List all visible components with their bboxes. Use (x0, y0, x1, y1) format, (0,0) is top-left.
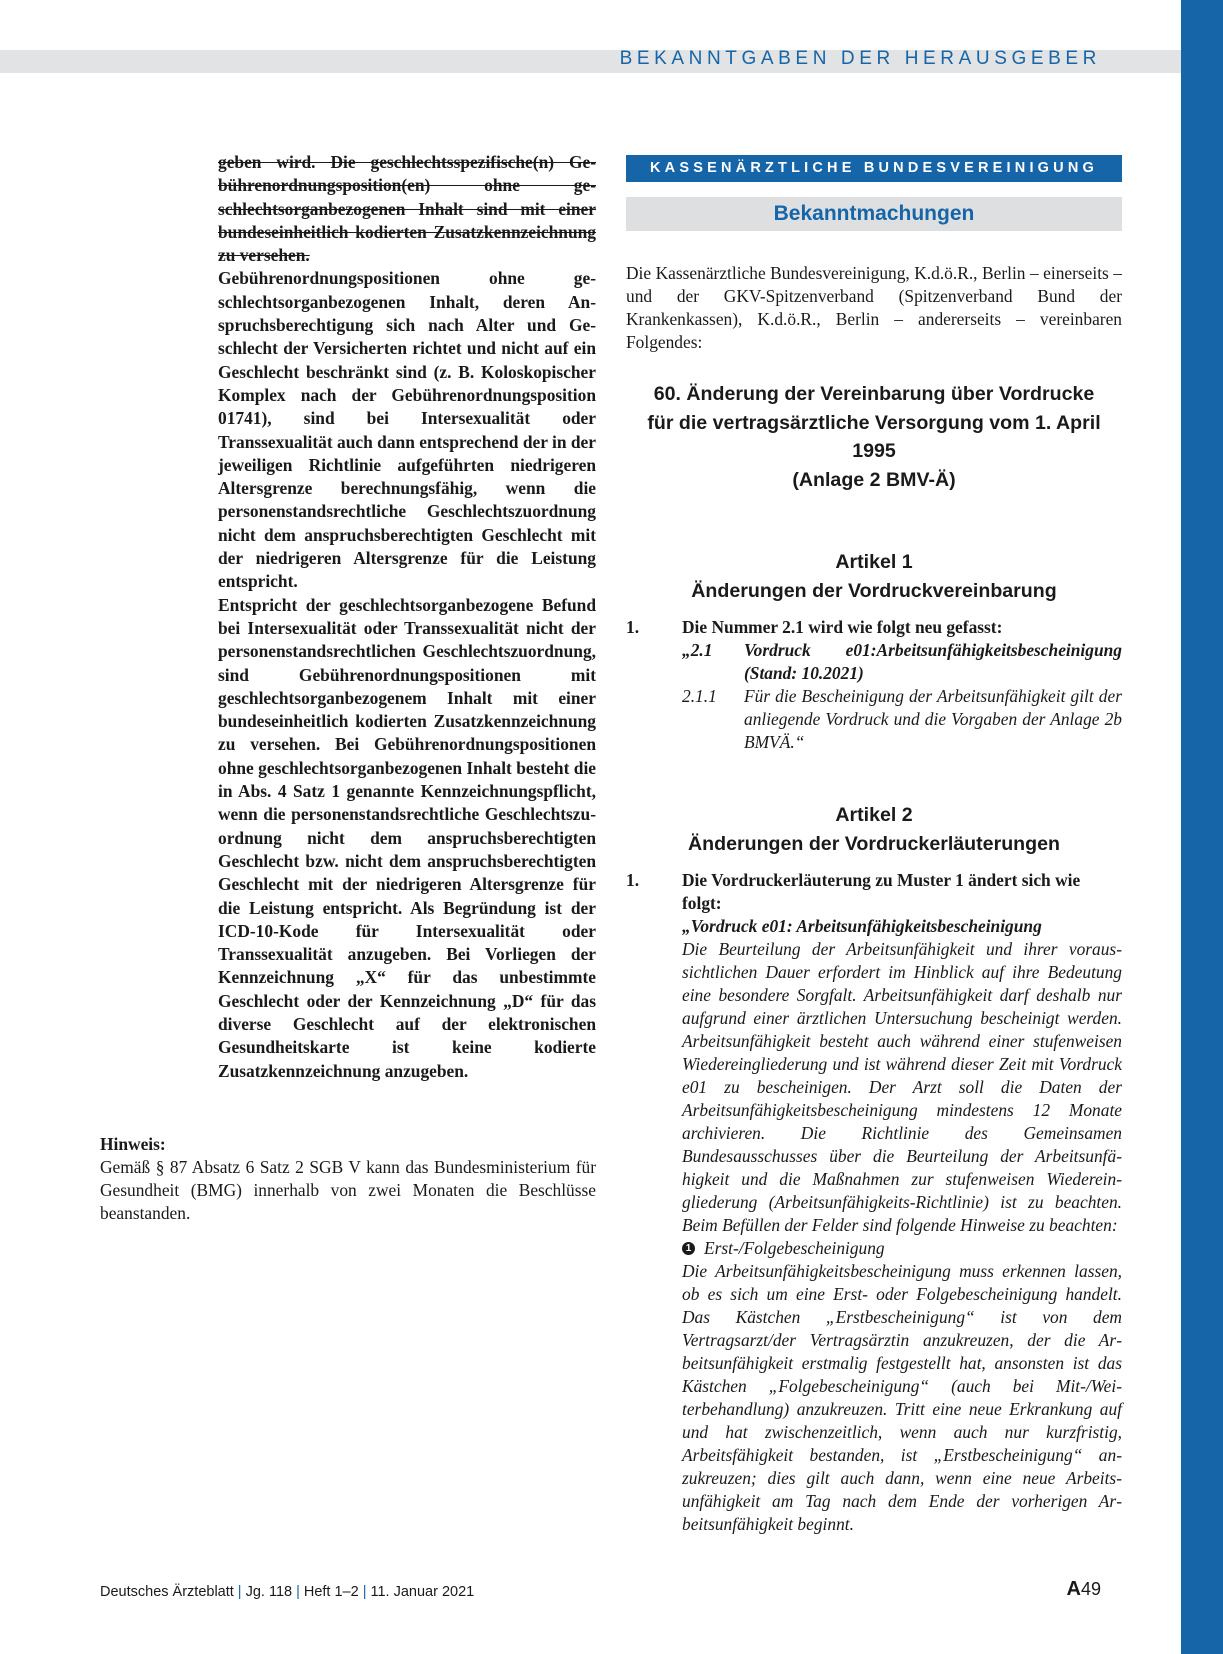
main-heading (626, 380, 1122, 494)
page-number-value: 49 (1080, 1579, 1101, 1599)
article2-item-text: Die Vordruckerläuterung zu Muster 1 ändert sich wie folgt: (682, 870, 1081, 913)
number-1-icon: 1 (682, 1242, 695, 1255)
main-heading-line2: für die vertragsärztliche Versorgung vom 1. April 1995 (647, 411, 1101, 462)
separator: | (237, 1584, 242, 1600)
note-body: Gemäß § 87 Absatz 6 Satz 2 SGB V kann das Bundesministerium für Gesundheit (BMG) innerhalb von zwei Monaten die Beschlüsse beanstanden. (100, 1157, 596, 1223)
right-column (626, 155, 1122, 1536)
article1-heading (626, 548, 1122, 605)
form-title: „Vordruck e01: Arbeitsunfähigkeitsbescheinigung (682, 916, 1042, 936)
note-title: Hinweis: (100, 1134, 166, 1154)
field-1-explanation: Die Arbeitsunfähigkeitsbescheinigung muss erkennen lassen, ob es sich um eine Erst- oder Folgebescheinigung handelt. Das Kästchen „Erstbescheinigung“ ist von dem Vertragsarzt/der Vertragsärztin anzukreuzen, der die Arbeitsunfähigkeit erstmalig festgestellt hat, ansonsten ist das Kästchen „Folgebescheinigung“ (auch bei Mit-/Weiterbehandlung) anzukreuzen. Tritt eine neue Erkrankung auf und hat zwischenzeitlich, wenn auch nur kurzfristig, Arbeitsfähigkeit bestanden, ist „Erstbescheinigung“ anzukreuzen; dies gilt auch dann, wenn eine neue Arbeitsunfähigkeit am Tag nach dem Ende der vorherigen Arbeitsunfähigkeit beginnt. (682, 1261, 1122, 1534)
page-number (1067, 1578, 1101, 1601)
note-block (100, 1133, 596, 1225)
field-1-heading (682, 1237, 1122, 1260)
journal-name: Deutsches Ärzteblatt (100, 1584, 234, 1600)
footer-citation (100, 1584, 474, 1600)
article1-item-number: 1. (626, 617, 640, 637)
paragraph-age-limit: Gebührenordnungspositionen ohne geschlechtsorganbezogenen Inhalt, deren Anspruchsberechtigung sich nach Alter und Geschlecht der Versicherten richtet und nicht auf ein Geschlecht beschränkt sind (z. B. Koloskopischer Komplex nach der Gebührenordnungsposition 01741), sind bei Intersexualität oder Transsexualität auch dann entsprechend der in der jeweiligen Richtlinie aufgeführten niedrigeren Altersgrenze berechnungsfähig, wenn die personenstandsrechtliche Geschlechtszuordnung nicht dem anspruchsberechtigten Geschlecht mit der niedrigeren Altersgrenze für die Leistung entspricht. (218, 268, 596, 592)
sub-text: Vordruck e01:Arbeitsunfähigkeitsbescheinigung (Stand: 10.2021) (744, 640, 1122, 683)
main-heading-line3: (Anlage 2 BMV-Ä) (792, 468, 956, 491)
separator: | (362, 1584, 367, 1600)
issue: Heft 1–2 (303, 1584, 359, 1600)
issue-date: 11. Januar 2021 (370, 1584, 475, 1600)
main-heading-line1: 60. Änderung der Vereinbarung über Vordrucke (653, 383, 1095, 405)
separator: | (296, 1584, 300, 1600)
article1-sub-2-1 (682, 639, 1122, 685)
field-1-label: Erst-/Folgebescheinigung (704, 1238, 885, 1258)
article1-sub-2-1-1 (682, 685, 1122, 754)
article2-item (626, 869, 1122, 1536)
article1-subtitle: Änderungen der Vordruckvereinbarung (691, 579, 1057, 602)
form-explanation: Die Beurteilung der Arbeitsunfähigkeit und ihrer voraussichtlichen Dauer erfordert im Hinblick auf ihre Bedeutung eine besondere Sorgfalt. Arbeitsunfähigkeit darf deshalb nur aufgrund einer ärztlichen Untersuchung bescheinigt werden. Arbeitsunfähigkeit besteht auch während einer stufenweisen Wiedereingliederung und ist während dieser Zeit mit Vordruck e01 zu bescheinigen. Der Arzt soll die Daten der Arbeitsunfähigkeitsbescheinigung mindestens 12 Monate archivieren. Die Richtlinie des Gemeinsamen Bundesausschusses über die Beurteilung der Arbeitsunfähigkeit und die Maßnahmen zur stufenweisen Wiedereingliederung (Arbeitsunfähigkeits-Richtlinie) ist zu beachten. Beim Befüllen der Felder sind folgende Hinweise zu beachten: (682, 939, 1122, 1235)
struck-paragraph: geben wird. Die geschlechtsspezifische(n) Gebührenordnungsposition(en) ohne geschlechtsorganbezogenen Inhalt sind mit einer bundeseinheitlich kodierten Zusatzkennzeichnung zu versehen. (218, 152, 596, 266)
article1-item (626, 616, 1122, 754)
sub-number: „2.1 (682, 640, 713, 660)
sub-number: 2.1.1 (682, 686, 717, 706)
article1-title: Artikel 1 (835, 551, 913, 573)
volume: Jg. 118 (245, 1584, 293, 1600)
article1-item-text: Die Nummer 2.1 wird wie folgt neu gefasst: (682, 617, 1003, 637)
left-column-text (218, 151, 596, 1083)
article2-item-number: 1. (626, 870, 640, 890)
organization-bar: KASSENÄRZTLICHE BUNDESVEREINIGUNG (626, 155, 1122, 182)
page-prefix: A (1066, 1578, 1081, 1600)
section-bar: Bekanntmachungen (626, 197, 1122, 231)
article2-title: Artikel 2 (835, 804, 913, 826)
sub-text: Für die Bescheinigung der Arbeitsunfähigkeit gilt der anliegende Vordruck und die Vorgaben der Anlage 2b BMVÄ.“ (744, 686, 1122, 752)
article2-heading (626, 801, 1122, 858)
paragraph-labelling: Entspricht der geschlechtsorganbezogene Befund bei Intersexualität oder Transsexualität nicht der personenstandsrechtlichen Geschlechtszuordnung, sind Gebührenordnungspositionen mit geschlechtsorganbezogenem Inhalt mit einer bundeseinheitlich kodierten Zusatzkennzeichnung zu versehen. Bei Gebührenordnungspositionen ohne geschlechtsorganbezogenen Inhalt besteht die in Abs. 4 Satz 1 genannte Kennzeichnungspflicht, wenn die personenstandsrechtliche Geschlechtszuordnung nicht dem anspruchsberechtigten Geschlecht bzw. nicht dem anspruchsberechtigten Geschlecht mit der niedrigeren Altersgrenze für die Leistung entspricht. Als Begründung ist der ICD-10-Kode für Intersexualität oder Transsexualität anzugeben. Bei Vorliegen der Kennzeichnung „X“ für das unbestimmte Geschlecht oder der Kennzeichnung „D“ für das diverse Geschlecht auf der elektronischen Gesundheitskarte ist keine kodierte Zusatzkennzeichnung anzugeben. (218, 594, 596, 1081)
article2-subtitle: Änderungen der Vordruckerläuterungen (688, 832, 1060, 855)
intro-paragraph: Die Kassenärztliche Bundesvereinigung, K.d.ö.R., Berlin – einerseits – und der GKV-Spitzenverband (Spitzenverband Bund der Krankenkassen), K.d.ö.R., Berlin – andererseits – vereinbaren Folgendes: (626, 263, 1122, 352)
section-title: BEKANNTGABEN DER HERAUSGEBER (619, 48, 1101, 69)
right-edge-bar (1181, 0, 1223, 1654)
